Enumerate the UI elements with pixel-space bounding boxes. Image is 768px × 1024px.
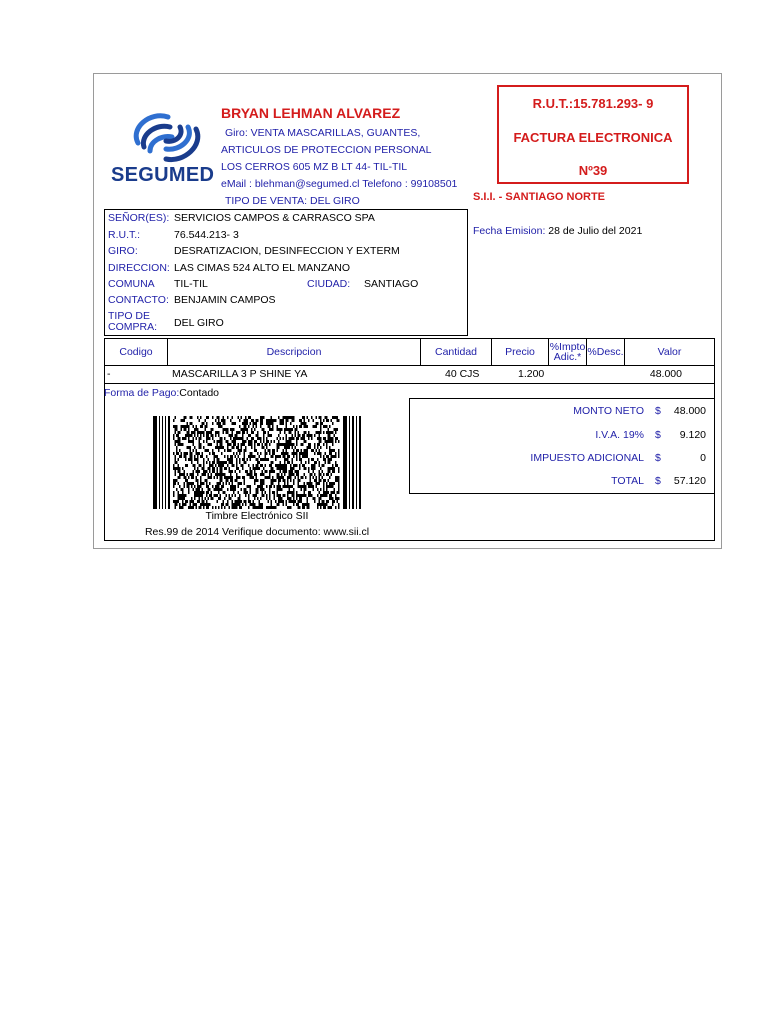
payment-method [104, 387, 219, 399]
adicional-label: IMPUESTO ADICIONAL [530, 452, 644, 464]
row-codigo: - [107, 368, 111, 380]
client-comuna: TIL-TIL [174, 278, 208, 290]
col-header-impto-line1: %Impto [549, 341, 586, 353]
iva-value: 9.120 [679, 429, 706, 441]
client-name: SERVICIOS CAMPOS & CARRASCO SPA [174, 212, 375, 224]
client-rut: 76.544.213- 3 [174, 229, 239, 241]
issuer-contact: eMail : blehman@segumed.cl Telefono : 99108501 [221, 178, 458, 190]
client-giro: DESRATIZACION, DESINFECCION Y EXTERM [174, 245, 400, 257]
neto-currency: $ [655, 405, 661, 417]
emission-date [473, 225, 642, 237]
client-purchase-type-label-2: COMPRA: [108, 321, 158, 333]
row-descripcion: MASCARILLA 3 P SHINE YA [172, 368, 308, 380]
col-header-desc: %Desc. [587, 339, 625, 366]
col-header-descripcion: Descripcion [168, 339, 421, 366]
row-valor: 48.000 [649, 368, 682, 380]
payment-value: Contado [179, 387, 219, 399]
emission-date-label: Fecha Emision: [473, 225, 546, 237]
document-number: Nº39 [578, 163, 608, 178]
adicional-value: 0 [700, 452, 706, 464]
client-box [104, 209, 468, 336]
col-header-valor: Valor [625, 339, 714, 366]
client-giro-label: GIRO: [108, 245, 138, 257]
client-city-label: CIUDAD: [307, 278, 351, 290]
client-purchase-type: DEL GIRO [174, 317, 224, 329]
neto-label: MONTO NETO [573, 405, 644, 417]
client-city: SANTIAGO [364, 278, 419, 290]
iva-label: I.V.A. 19% [595, 429, 644, 441]
col-header-cantidad: Cantidad [421, 339, 492, 366]
client-comuna-label: COMUNA [108, 278, 155, 290]
col-header-impto [549, 339, 587, 366]
client-rut-label: R.U.T.: [108, 229, 141, 241]
client-address-label: DIRECCION: [108, 262, 170, 274]
col-header-precio: Precio [492, 339, 549, 366]
issuer-rut: R.U.T.:15.781.293- 9 [532, 96, 654, 111]
stamp-caption: Timbre Electrónico SII [205, 510, 309, 522]
stamp-note: Res.99 de 2014 Verifique documento: www.sii.cl [144, 526, 370, 538]
client-name-label: SEÑOR(ES): [108, 212, 170, 224]
total-currency: $ [655, 475, 661, 487]
total-value: 57.120 [673, 475, 706, 487]
sii-office: S.I.I. - SANTIAGO NORTE [473, 191, 606, 203]
issuer-sale-type: TIPO DE VENTA: DEL GIRO [225, 195, 360, 207]
emission-date-value: 28 de Julio del 2021 [548, 225, 643, 237]
client-purchase-type-label-1: TIPO DE [108, 310, 151, 322]
pdf417-barcode [153, 416, 361, 509]
iva-currency: $ [655, 429, 661, 441]
col-header-impto-line2: Adic.* [553, 351, 582, 363]
client-contact-label: CONTACTO: [108, 294, 169, 306]
logo-text: SEGUMED [111, 164, 215, 186]
total-label: TOTAL [611, 475, 644, 487]
totals-box [409, 398, 715, 494]
neto-value: 48.000 [673, 405, 706, 417]
row-precio: 1.200 [518, 368, 545, 380]
issuer-address: LOS CERROS 605 MZ B LT 44- TIL-TIL [221, 161, 408, 173]
company-name: BRYAN LEHMAN ALVAREZ [221, 105, 401, 121]
row-divider [105, 383, 714, 384]
col-header-codigo: Codigo [105, 339, 168, 366]
client-address: LAS CIMAS 524 ALTO EL MANZANO [174, 262, 351, 274]
document-id-box [497, 85, 689, 184]
row-cantidad: 40 CJS [445, 368, 480, 380]
document-type: FACTURA ELECTRONICA [513, 130, 673, 145]
client-contact: BENJAMIN CAMPOS [174, 294, 276, 306]
payment-label: Forma de Pago: [104, 387, 180, 399]
issuer-giro-line2: ARTICULOS DE PROTECCION PERSONAL [221, 144, 432, 156]
issuer-giro-line1: Giro: VENTA MASCARILLAS, GUANTES, [225, 127, 421, 139]
adicional-currency: $ [655, 452, 661, 464]
